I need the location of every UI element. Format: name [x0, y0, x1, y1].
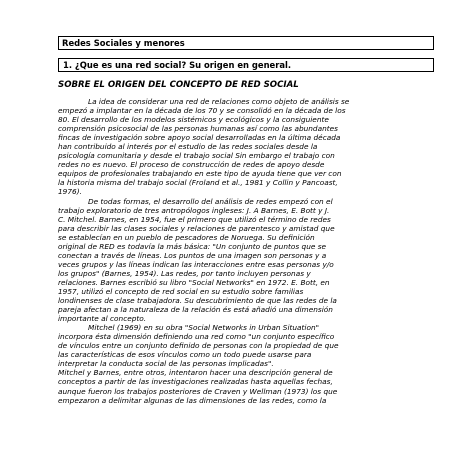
subsection-title: 1. ¿Que es una red social? Su origen en general.	[58, 58, 434, 72]
text-line: equipos de profesionales trabajando en este tipo de ayuda tiene que ver con	[58, 169, 342, 179]
section-title: Redes Sociales y menores	[58, 36, 434, 50]
text-line: aunque fueron los trabajos posteriores de Craven y Wellman (1973) los que	[58, 386, 338, 396]
text-line: conectan a través de líneas. Los puntos de una imagen son personas y a	[58, 250, 327, 260]
text-line: redes no es nuevo. El proceso de construcción de redes de apoyo desde	[58, 160, 325, 170]
text-line: Mitchel y Barnes, entre otros, intentaron hacer una descripción general de	[58, 368, 333, 378]
text-line: comprensión psicosocial de las personas humanas así como las abundantes	[58, 124, 338, 134]
text-line: de vínculos entre un conjunto definido de personas con la propiedad de que	[58, 341, 339, 351]
text-line: empezaron a delimitar algunas de las dimensiones de las redes, como la	[58, 395, 327, 405]
text-line: pareja afectan a la naturaleza de la relación és está añadió una dimensión	[58, 305, 333, 315]
text-line: fincas de investigación sobre apoyo social desarrolladas en la última década	[58, 133, 341, 143]
section-heading: SOBRE EL ORIGEN DEL CONCEPTO DE RED SOCIAL	[58, 80, 299, 90]
text-line: se establecían en un pueblo de pescadores de Noruega. Su definición	[58, 232, 315, 242]
body-text	[58, 97, 436, 405]
text-line: 1957, utilizó el concepto de red social en su estudio sobre familias	[58, 286, 304, 296]
text-line: trabajo exploratorio de tres antropólogos ingleses: J. A Barnes, E. Bott y J.	[58, 205, 330, 215]
text-line: Mitchel (1969) en su obra "Social Networks in Urban Situation"	[88, 323, 319, 333]
text-line: londinenses de clase trabajadora. Su descubrimiento de que las redes de la	[58, 296, 337, 306]
text-line: incorpora ésta dimensión definiendo una red como "un conjunto específico	[58, 332, 335, 342]
text-line: La idea de considerar una red de relaciones como objeto de análisis se	[88, 97, 350, 106]
text-line: empezó a implantar en la década de los 70 y se consolidó en la década de los	[58, 106, 346, 116]
text-line: De todas formas, el desarrollo del análisis de redes empezó con el	[88, 196, 333, 206]
text-line: conceptos a partir de las investigaciones realizadas hasta aquellas fechas,	[58, 377, 333, 387]
text-line: las características de esos vínculos como un todo puede usarse para	[58, 350, 312, 360]
text-line: 1976).	[58, 187, 82, 197]
text-line: importante al concepto.	[58, 314, 147, 324]
text-line: interpretar la conducta social de las personas implicadas".	[58, 359, 274, 369]
text-line: psicología comunitaria y desde el trabajo social Sin embargo el trabajo con	[58, 151, 335, 161]
text-line: han contribuido al interés por el estudio de las redes sociales desde la	[58, 142, 318, 152]
text-line: la historia misma del trabajo social (Froland et al., 1981 y Collin y Pancoast,	[58, 178, 338, 188]
text-line: veces grupos y las líneas indican las interacciones entre esas personas y/o	[58, 259, 334, 269]
text-line: C. Mitchel. Barnes, en 1954, fue el primero que utilizó el término de redes	[58, 214, 331, 224]
text-line: 80. El desarrollo de los modelos sistémicos y ecológicos y la consiguiente	[58, 115, 329, 125]
text-line: original de RED es todavía la más básica: "Un conjunto de puntos que se	[58, 241, 327, 251]
text-line: para describir las clases sociales y relaciones de parentesco y amistad que	[58, 223, 335, 233]
text-line: relaciones. Barnes escribió su libro "Social Networks" en 1972. E. Bott, en	[58, 277, 330, 287]
text-line: los grupos" (Barnes, 1954). Las redes, por tanto incluyen personas y	[58, 268, 311, 278]
